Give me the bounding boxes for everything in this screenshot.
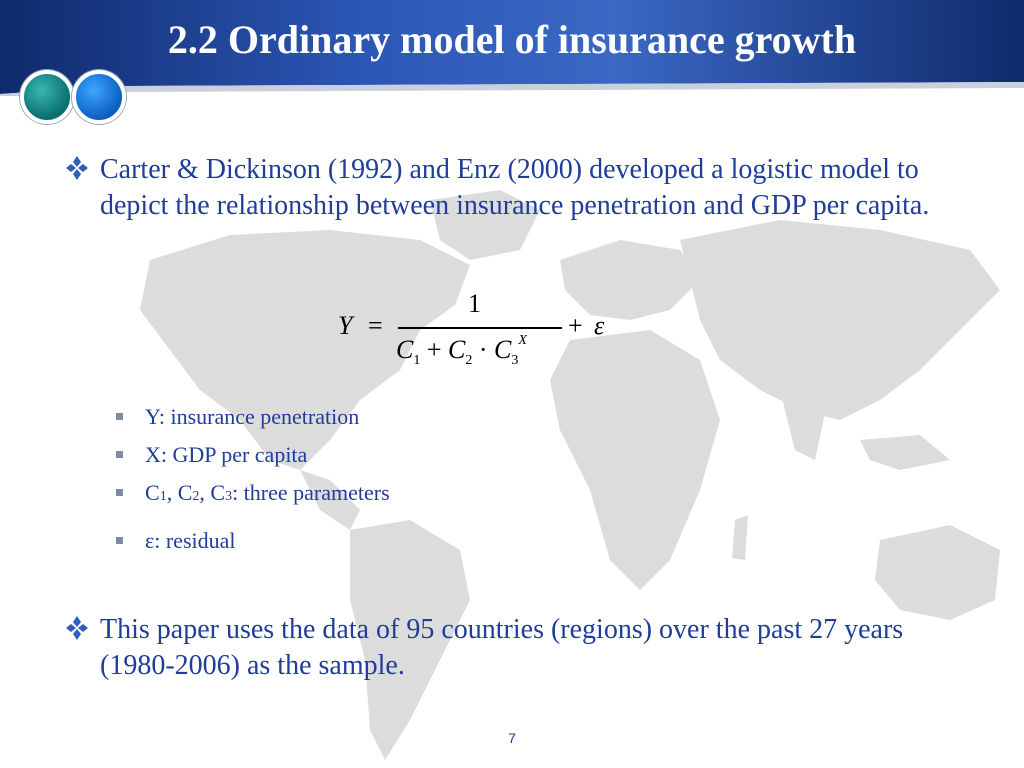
formula-equals: = bbox=[368, 311, 383, 340]
definition-params bbox=[116, 478, 616, 508]
logistic-formula bbox=[330, 285, 630, 375]
formula-numerator: 1 bbox=[468, 289, 481, 318]
formula-lhs: Y bbox=[338, 311, 353, 340]
fraction-bar bbox=[398, 327, 562, 329]
teal-circle-icon bbox=[20, 70, 74, 124]
definition-eps bbox=[116, 526, 616, 556]
denominator-c3: C bbox=[494, 335, 512, 364]
denominator-exponent: X bbox=[518, 333, 527, 349]
definition-y-text: Y: insurance penetration bbox=[145, 404, 360, 429]
denominator-sub3: 3 bbox=[511, 353, 519, 369]
bullet-text-1: Carter & Dickinson (1992) and Enz (2000) developed a logistic model to depict the relationship between insurance penetration and GDP per capita. bbox=[100, 154, 930, 221]
diamond-bullet-icon bbox=[64, 154, 90, 182]
denominator-sub1: 1 bbox=[413, 353, 421, 369]
square-bullet-icon bbox=[116, 413, 123, 420]
page-number: 7 bbox=[508, 730, 516, 746]
blue-circle-icon bbox=[72, 70, 126, 124]
square-bullet-icon bbox=[116, 451, 123, 458]
param-c1: C bbox=[145, 480, 160, 505]
definition-params-text bbox=[145, 478, 390, 512]
denominator-plus: + bbox=[426, 335, 442, 364]
slide-title: 2.2 Ordinary model of insurance growth bbox=[167, 17, 857, 62]
bullet-item-1 bbox=[64, 152, 964, 264]
square-bullet-icon bbox=[116, 537, 123, 544]
denominator-sub2: 2 bbox=[465, 353, 473, 369]
denominator-dot: · bbox=[478, 335, 488, 364]
param-sub3: 3 bbox=[225, 489, 233, 504]
denominator-c2: C bbox=[448, 335, 466, 364]
definition-y bbox=[116, 402, 616, 432]
definition-x-text: X: GDP per capita bbox=[145, 442, 308, 467]
formula-plus: + bbox=[568, 311, 583, 340]
param-c3: , C bbox=[199, 480, 226, 505]
bullet-item-2 bbox=[64, 612, 964, 688]
definition-eps-text: ε: residual bbox=[145, 528, 236, 553]
formula-denominator bbox=[396, 335, 527, 369]
title-band bbox=[0, 0, 1024, 96]
definition-x bbox=[116, 440, 616, 470]
param-sub2: 2 bbox=[192, 489, 200, 504]
param-c2: , C bbox=[166, 480, 193, 505]
formula-epsilon: ε bbox=[594, 311, 605, 340]
square-bullet-icon bbox=[116, 489, 123, 496]
param-sub1: 1 bbox=[159, 489, 167, 504]
param-rest: : three parameters bbox=[232, 480, 390, 505]
diamond-bullet-icon bbox=[64, 614, 90, 642]
denominator-c1: C bbox=[396, 335, 414, 364]
bullet-text-2: This paper uses the data of 95 countries (regions) over the past 27 years (1980-2006) as the sample. bbox=[100, 614, 904, 681]
